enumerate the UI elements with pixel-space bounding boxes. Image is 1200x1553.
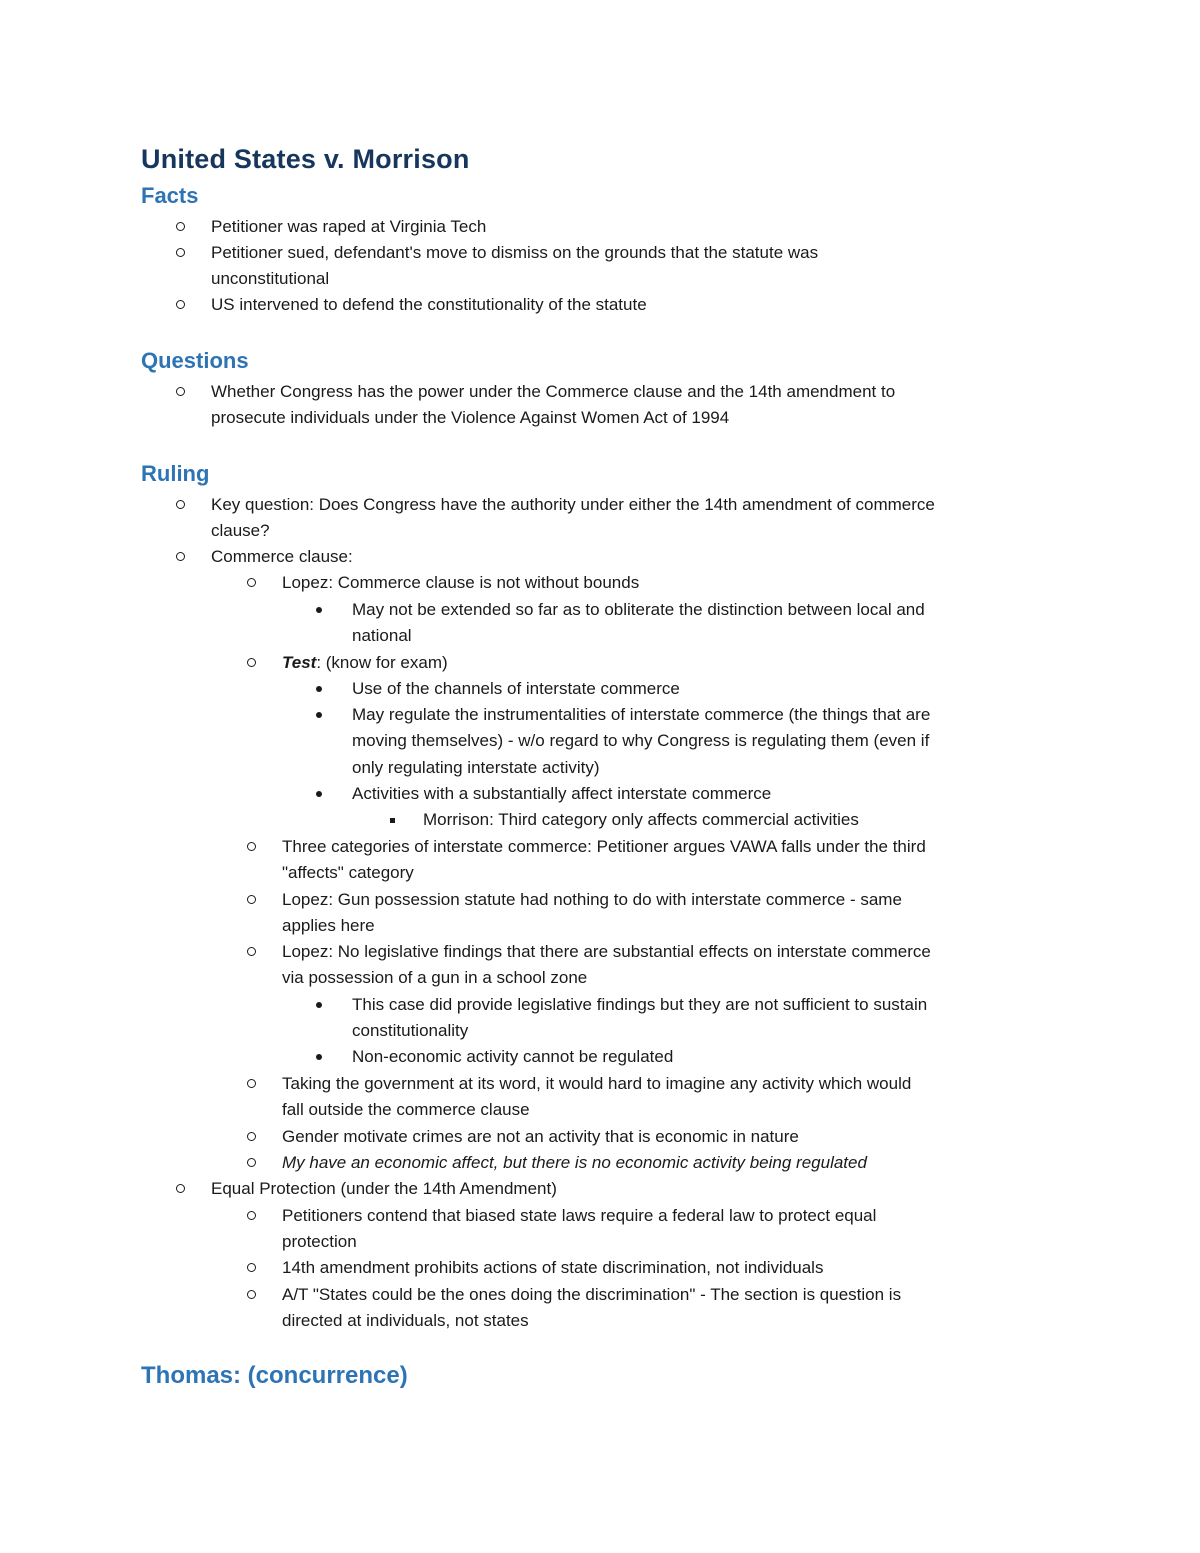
list-item: Taking the government at its word, it would hard to imagine any activity which would: [282, 1074, 912, 1093]
dot-bullet-icon: [316, 1054, 322, 1060]
circle-bullet-icon: [247, 842, 256, 851]
list-item-continuation: protection: [282, 1232, 357, 1251]
circle-bullet-icon: [247, 1132, 256, 1141]
circle-bullet-icon: [247, 1263, 256, 1272]
list-item: Key question: Does Congress have the authority under either the 14th amendment of commerce: [211, 495, 935, 514]
list-item: Whether Congress has the power under the Commerce clause and the 14th amendment to: [211, 382, 896, 401]
list-item-continuation: via possession of a gun in a school zone: [282, 968, 588, 987]
list-item-continuation: prosecute individuals under the Violence Against Women Act of 1994: [211, 408, 730, 427]
list-item: Morrison: Third category only affects commercial activities: [423, 810, 859, 829]
list-item: Lopez: Gun possession statute had nothing to do with interstate commerce - same: [282, 890, 902, 909]
list-item: May not be extended so far as to obliterate the distinction between local and: [352, 600, 925, 619]
circle-bullet-icon: [176, 387, 185, 396]
list-item-continuation: unconstitutional: [211, 269, 330, 288]
circle-bullet-icon: [247, 1158, 256, 1167]
list-item-continuation: national: [352, 626, 412, 645]
list-item: Lopez: No legislative findings that there are substantial effects on interstate commerce: [282, 942, 931, 961]
circle-bullet-icon: [247, 895, 256, 904]
circle-bullet-icon: [247, 578, 256, 587]
dot-bullet-icon: [316, 1002, 322, 1008]
list-item-continuation: "affects" category: [282, 863, 414, 882]
list-item: Petitioner sued, defendant's move to dismiss on the grounds that the statute was: [211, 243, 819, 262]
list-item: [282, 650, 448, 676]
list-item: US intervened to defend the constitutionality of the statute: [211, 295, 647, 314]
circle-bullet-icon: [247, 658, 256, 667]
list-item: Non-economic activity cannot be regulated: [352, 1047, 674, 1066]
list-item-continuation: only regulating interstate activity): [352, 758, 600, 777]
dot-bullet-icon: [316, 712, 322, 718]
list-item: Commerce clause:: [211, 547, 353, 566]
list-item: My have an economic affect, but there is no economic activity being regulated: [282, 1153, 867, 1172]
list-item: Activities with a substantially affect interstate commerce: [352, 784, 772, 803]
list-item: Three categories of interstate commerce: Petitioner argues VAWA falls under the third: [282, 837, 926, 856]
dot-bullet-icon: [316, 686, 322, 692]
list-item: Lopez: Commerce clause is not without bounds: [282, 573, 640, 592]
heading-facts: Facts: [141, 183, 199, 208]
list-item: 14th amendment prohibits actions of state discrimination, not individuals: [282, 1258, 824, 1277]
list-item: Petitioner was raped at Virginia Tech: [211, 217, 487, 236]
circle-bullet-icon: [176, 1184, 185, 1193]
list-item-continuation: clause?: [211, 521, 270, 540]
test-label: Test: [282, 653, 317, 672]
list-item-continuation: constitutionality: [352, 1021, 469, 1040]
circle-bullet-icon: [176, 500, 185, 509]
circle-bullet-icon: [247, 1211, 256, 1220]
list-item: Use of the channels of interstate commerce: [352, 679, 680, 698]
circle-bullet-icon: [176, 552, 185, 561]
list-item-continuation: moving themselves) - w/o regard to why Congress is regulating them (even if: [352, 731, 930, 750]
list-item: A/T "States could be the ones doing the discrimination" - The section is question is: [282, 1285, 902, 1304]
heading-thomas: Thomas: (concurrence): [141, 1362, 408, 1389]
circle-bullet-icon: [247, 1290, 256, 1299]
dot-bullet-icon: [316, 607, 322, 613]
list-item: Equal Protection (under the 14th Amendment): [211, 1179, 557, 1198]
heading-ruling: Ruling: [141, 461, 210, 486]
dot-bullet-icon: [316, 791, 322, 797]
list-item-continuation: applies here: [282, 916, 375, 935]
circle-bullet-icon: [247, 1079, 256, 1088]
list-item: Gender motivate crimes are not an activity that is economic in nature: [282, 1127, 799, 1146]
list-item: This case did provide legislative findings but they are not sufficient to sustain: [352, 995, 928, 1014]
page-title: United States v. Morrison: [141, 144, 470, 174]
list-item-continuation: fall outside the commerce clause: [282, 1100, 530, 1119]
test-note: : (know for exam): [316, 653, 448, 672]
circle-bullet-icon: [176, 248, 185, 257]
list-item: May regulate the instrumentalities of interstate commerce (the things that are: [352, 705, 931, 724]
circle-bullet-icon: [176, 222, 185, 231]
circle-bullet-icon: [247, 947, 256, 956]
list-item: Petitioners contend that biased state laws require a federal law to protect equal: [282, 1206, 877, 1225]
square-bullet-icon: [390, 818, 395, 823]
list-item-continuation: directed at individuals, not states: [282, 1311, 529, 1330]
circle-bullet-icon: [176, 300, 185, 309]
heading-questions: Questions: [141, 348, 249, 373]
